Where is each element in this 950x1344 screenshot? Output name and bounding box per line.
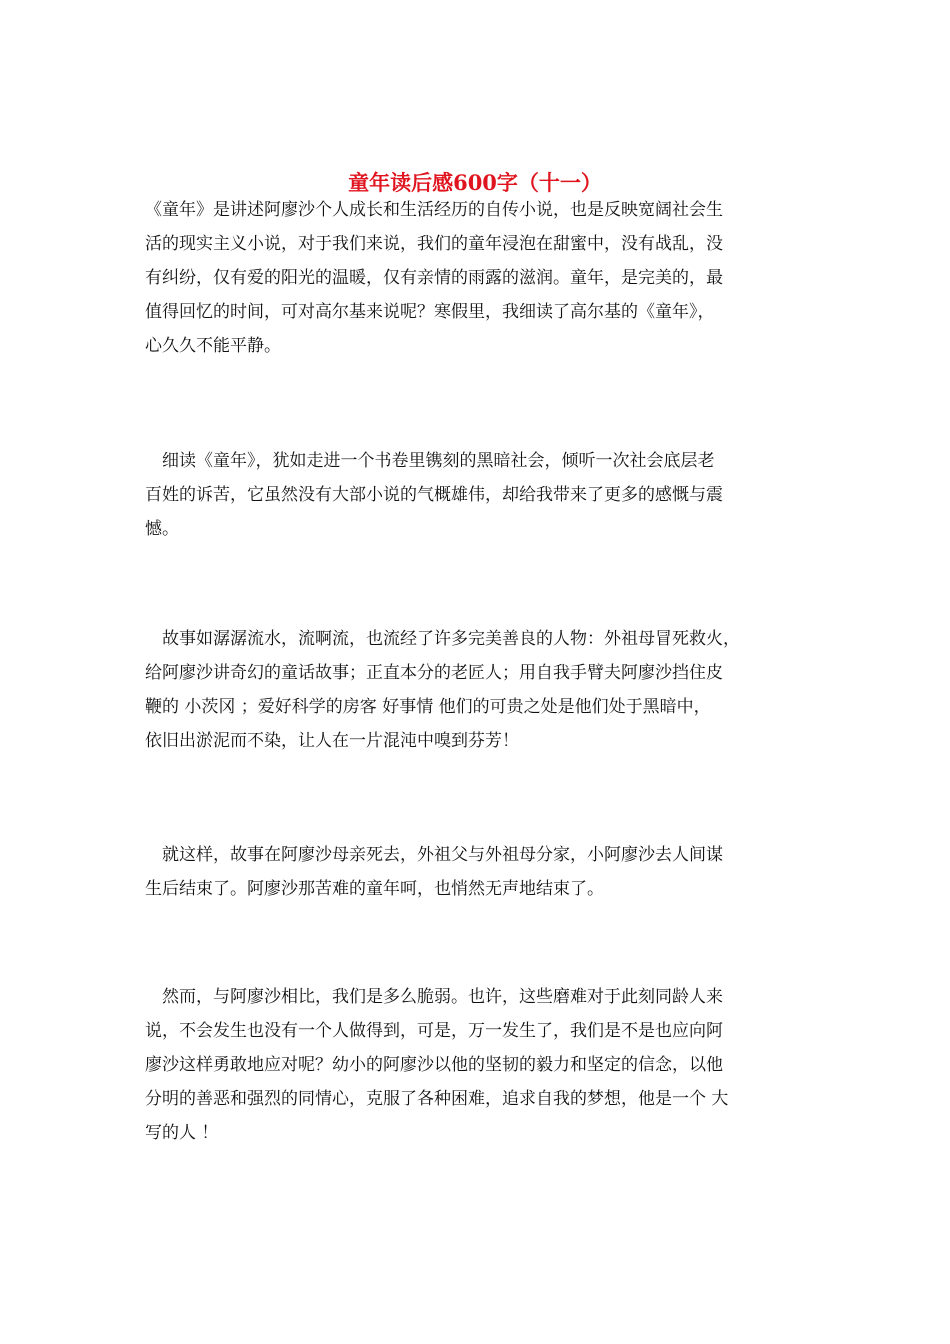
paragraph-line: 心久久不能平静。	[145, 336, 281, 356]
paragraph-line: 廖沙这样勇敢地应对呢？幼小的阿廖沙以他的坚韧的毅力和坚定的信念，以他	[145, 1055, 723, 1075]
paragraph	[145, 444, 815, 546]
paragraph-line: 依旧出淤泥而不染，让人在一片混沌中嗅到芬芳！	[145, 731, 519, 751]
paragraph-line: 百姓的诉苦，它虽然没有大部小说的气概雄伟，却给我带来了更多的感慨与震	[145, 485, 723, 505]
paragraph-line: 然而，与阿廖沙相比，我们是多么脆弱。也许，这些磨难对于此刻同龄人来	[145, 987, 723, 1007]
paragraph-line: 分明的善恶和强烈的同情心，克服了各种困难，追求自我的梦想，他是一个 大	[145, 1089, 729, 1109]
paragraph-line: 《童年》是讲述阿廖沙个人成长和生活经历的自传小说，也是反映宽阔社会生	[145, 200, 723, 220]
paragraph-line: 生后结束了。阿廖沙那苦难的童年呵，也悄然无声地结束了。	[145, 879, 604, 899]
paragraph-line: 就这样，故事在阿廖沙母亲死去，外祖父与外祖母分家，小阿廖沙去人间谋	[145, 845, 723, 865]
paragraph-line: 鞭的 小茨冈 ；爱好科学的房客 好事情 他们的可贵之处是他们处于黑暗中，	[145, 697, 711, 717]
paragraph	[145, 980, 815, 1150]
paragraph	[145, 622, 815, 758]
paragraph-line: 细读《童年》，犹如走进一个书卷里镌刻的黑暗社会，倾听一次社会底层老	[145, 451, 715, 471]
paragraph-line: 活的现实主义小说，对于我们来说，我们的童年浸泡在甜蜜中，没有战乱，没	[145, 234, 723, 254]
paragraph-line: 给阿廖沙讲奇幻的童话故事；正直本分的老匠人；用自我手臂夫阿廖沙挡住皮	[145, 663, 723, 683]
paragraph-line: 有纠纷，仅有爱的阳光的温暖，仅有亲情的雨露的滋润。童年，是完美的，最	[145, 268, 723, 288]
paragraph	[145, 838, 815, 906]
paragraph-line: 憾。	[145, 519, 179, 539]
paragraph-line: 故事如潺潺流水，流啊流，也流经了许多完美善良的人物：外祖母冒死救火，	[145, 629, 740, 649]
paragraph-line: 写的人 ！	[145, 1123, 219, 1143]
page-title: 童年读后感600字（十一）	[348, 170, 602, 196]
paragraph-line: 说，不会发生也没有一个人做得到，可是，万一发生了，我们是不是也应向阿	[145, 1021, 723, 1041]
paragraph	[145, 193, 815, 363]
paragraph-line: 值得回忆的时间，可对高尔基来说呢？寒假里，我细读了高尔基的《童年》，	[145, 302, 715, 322]
